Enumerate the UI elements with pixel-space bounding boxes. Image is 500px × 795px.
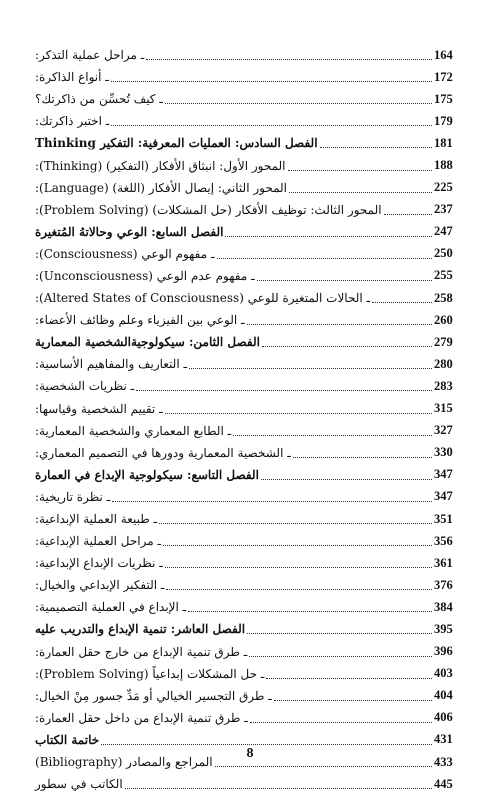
toc-entry-title: ـ طرق تنمية الإبداع من خارج حقل العمارة:: [35, 644, 248, 659]
toc-chapter: [32, 464, 468, 486]
toc-chapter: [32, 221, 468, 243]
toc-entry-title: ـ نظريات الإبداع الإبداعية:: [35, 556, 163, 571]
dot-leader: [233, 434, 432, 436]
toc-entry-title: ـ حل المشكلات إبداعياً (Problem Solving):: [35, 666, 265, 681]
toc-entry-page: 280: [434, 356, 453, 371]
toc-entry-page: 351: [434, 511, 453, 526]
toc-entry: [32, 44, 468, 66]
dot-leader: [293, 456, 432, 458]
toc-entry-title: ـ طبيعة العملية الإبداعية:: [35, 512, 158, 527]
toc-entry-title: ـ مراحل العملية الإبداعية:: [35, 534, 161, 549]
toc-entry-page: 376: [434, 577, 453, 592]
toc-entry-page: 404: [434, 688, 453, 703]
toc-entry-page: 384: [434, 599, 453, 614]
toc-entry: [32, 88, 468, 110]
toc-entry: [32, 508, 468, 530]
toc-entry: [32, 596, 468, 618]
toc-entry-page: 258: [434, 290, 453, 305]
toc-entry: [32, 420, 468, 442]
dot-leader: [384, 213, 432, 215]
table-of-contents: [32, 44, 468, 795]
toc-entry-title: المحور الثالث: توظيف الأفكار (حل المشكلات) (Problem Solving):: [35, 202, 382, 217]
toc-entry-title: ـ تقييم الشخصية وقياسها:: [35, 401, 163, 416]
toc-entry: [32, 199, 468, 221]
toc-chapter-title: الفصل السادس: العمليات المعرفية: التفكير Thinking: [35, 136, 318, 151]
dot-leader: [101, 743, 432, 745]
toc-entry-title: المراجع والمصادر (Bibliography): [35, 755, 213, 770]
toc-entry-page: 179: [434, 113, 453, 128]
dot-leader: [249, 655, 432, 657]
dot-leader: [111, 124, 432, 126]
toc-entry-page: 181: [434, 135, 453, 150]
toc-entry-title: ـ الحالات المتغيرة للوعي (Altered States of Consciousness):: [35, 291, 371, 306]
toc-entry-title: ـ طرق تنمية الإبداع من داخل حقل العمارة:: [35, 710, 248, 725]
toc-entry: [32, 353, 468, 375]
dot-leader: [165, 102, 432, 104]
toc-entry: [32, 398, 468, 420]
toc-entry: [32, 177, 468, 199]
toc-entry-page: 172: [434, 69, 453, 84]
toc-entry-title: ـ التفكير الإبداعي والخيال:: [35, 578, 165, 593]
toc-entry-page: 250: [434, 246, 453, 261]
toc-entry-page: 315: [434, 401, 453, 416]
dot-leader: [247, 632, 432, 634]
toc-entry-title: ـ مفهوم عدم الوعي (Unconsciousness):: [35, 268, 255, 283]
toc-entry: [32, 773, 468, 795]
toc-entry-title: الكاتب في سطور: [35, 777, 123, 792]
toc-entry-page: 431: [434, 732, 453, 747]
toc-entry-page: 395: [434, 621, 453, 636]
toc-entry-page: 283: [434, 378, 453, 393]
toc-entry-page: 356: [434, 533, 453, 548]
dot-leader: [288, 169, 432, 171]
toc-entry: [32, 66, 468, 88]
toc-chapter: [32, 618, 468, 640]
toc-entry-page: 347: [434, 489, 453, 504]
toc-entry-page: 347: [434, 467, 453, 482]
toc-entry-page: 361: [434, 555, 453, 570]
dot-leader: [159, 522, 432, 524]
dot-leader: [165, 412, 432, 414]
toc-entry-page: 403: [434, 666, 453, 681]
toc-entry: [32, 486, 468, 508]
dot-leader: [136, 389, 432, 391]
toc-entry-title: ـ التعاريف والمفاهيم الأساسية:: [35, 357, 187, 372]
toc-entry: [32, 309, 468, 331]
toc-entry: [32, 243, 468, 265]
toc-entry: [32, 265, 468, 287]
toc-entry: [32, 375, 468, 397]
dot-leader: [165, 566, 432, 568]
toc-entry-page: 327: [434, 423, 453, 438]
toc-entry-page: 396: [434, 644, 453, 659]
toc-entry-page: 188: [434, 158, 453, 173]
dot-leader: [261, 478, 432, 480]
toc-entry-title: ـ نظرة تاريخية:: [35, 489, 111, 504]
toc-entry: [32, 685, 468, 707]
toc-entry: [32, 154, 468, 176]
toc-entry-title: ـ الوعي بين الفيزياء وعلم وظائف الأعضاء:: [35, 313, 245, 328]
dot-leader: [250, 721, 432, 723]
toc-entry-page: 260: [434, 312, 453, 327]
toc-entry: [32, 110, 468, 132]
dot-leader: [146, 58, 432, 60]
dot-leader: [262, 345, 432, 347]
toc-entry: [32, 663, 468, 685]
toc-entry: [32, 442, 468, 464]
dot-leader: [125, 787, 432, 789]
toc-entry-title: ـ الشخصية المعمارية ودورها في التصميم المعماري:: [35, 445, 291, 460]
toc-entry: [32, 707, 468, 729]
toc-chapter-title: الفصل التاسع: سيكولوجية الإبداع في العمارة: [35, 467, 259, 482]
dot-leader: [217, 257, 433, 259]
page-number: 8: [246, 746, 254, 761]
dot-leader: [112, 500, 432, 502]
toc-entry-title: ـ أنواع الذاكرة:: [35, 70, 109, 85]
toc-entry-title: ـ مراحل عملية التذكر:: [35, 48, 145, 63]
toc-entry-title: ـ مفهوم الوعي (Consciousness):: [35, 246, 215, 261]
dot-leader: [257, 279, 432, 281]
dot-leader: [247, 323, 432, 325]
toc-entry-title: المحور الثاني: إيصال الأفكار (اللغة) (Language):: [35, 180, 288, 195]
dot-leader: [215, 765, 432, 767]
toc-entry-page: 255: [434, 268, 453, 283]
toc-entry-page: 279: [434, 334, 453, 349]
toc-entry-page: 164: [434, 47, 453, 62]
dot-leader: [274, 699, 432, 701]
toc-entry: [32, 641, 468, 663]
toc-entry-title: ـ اختبر ذاكرتك:: [35, 114, 110, 129]
toc-entry-page: 175: [434, 91, 453, 106]
toc-chapter: [32, 132, 468, 154]
toc-entry-page: 406: [434, 710, 453, 725]
toc-chapter-title: الفصل العاشر: تنمية الإبداع والتدريب عليه: [35, 622, 246, 637]
toc-entry: [32, 552, 468, 574]
toc-entry-page: 237: [434, 202, 453, 217]
toc-entry-page: 247: [434, 224, 453, 239]
dot-leader: [163, 544, 432, 546]
toc-entry-page: 445: [434, 776, 453, 791]
toc-chapter-title: خاتمة الكتاب: [35, 732, 100, 747]
dot-leader: [189, 367, 432, 369]
toc-entry-title: ـ الطابع المعماري والشخصية المعمارية:: [35, 423, 232, 438]
dot-leader: [111, 80, 432, 82]
dot-leader: [188, 610, 432, 612]
toc-entry-title: ـ كيف تُحسِّن من ذاكرتك؟: [35, 92, 163, 107]
toc-entry-page: 330: [434, 445, 453, 460]
toc-entry: [32, 530, 468, 552]
toc-chapter: [32, 331, 468, 353]
toc-chapter-title: الفصل السابع: الوعي وحالاتهُ المُتغيرة: [35, 224, 224, 239]
toc-entry-page: 433: [434, 754, 453, 769]
dot-leader: [320, 146, 432, 148]
dot-leader: [372, 301, 432, 303]
dot-leader: [166, 588, 432, 590]
toc-entry-title: ـ الإبداع في العملية التصميمية:: [35, 600, 187, 615]
toc-entry-title: ـ نظريات الشخصية:: [35, 379, 135, 394]
toc-entry-title: المحور الأول: انبثاق الأفكار (التفكير) (Thinking):: [35, 158, 286, 173]
toc-entry: [32, 574, 468, 596]
dot-leader: [266, 677, 432, 679]
dot-leader: [289, 191, 432, 193]
dot-leader: [225, 235, 432, 237]
toc-entry-title: ـ طرق التجسير الخيالي أو مَدِّ جسور مِنْ الخيال:: [35, 688, 272, 703]
toc-entry: [32, 287, 468, 309]
toc-entry-page: 225: [434, 180, 453, 195]
toc-chapter-title: الفصل الثامن: سيكولوجيةالشخصية المعمارية: [35, 335, 260, 350]
